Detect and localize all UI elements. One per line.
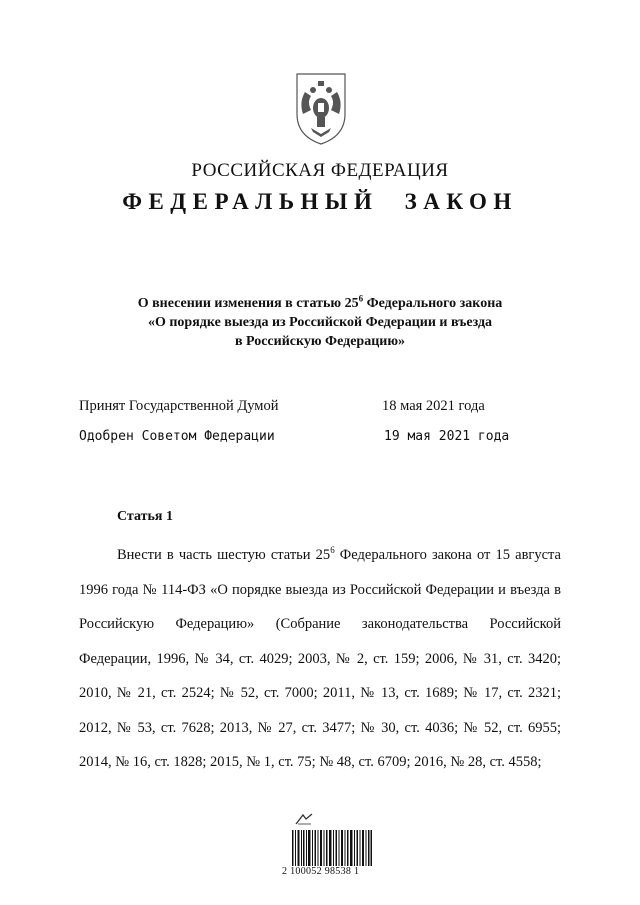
barcode-number: 2 100052 98538 1 bbox=[282, 866, 360, 877]
duma-adoption-label: Принят Государственной Думой bbox=[79, 398, 279, 414]
council-approval-label: Одобрен Советом Федерации bbox=[79, 429, 275, 444]
barcode-icon bbox=[292, 830, 372, 866]
printing-mark-icon bbox=[294, 812, 314, 826]
article-body: Внести в часть шестую статьи $25^6$ Федерального закона от 15 августа 1996 года № 114-ФЗ «О порядке выезда из Российской Федерации и въезда в Российскую Федерацию» (Собрание законодательства Российской Федерации, 1996, № 34, ст. 4029; 2003, № 2, ст. 159; 2006, № 31, ст. 3420; 2010, № 21, ст. 2524; № 52, ст. 7000; 2011, № 13, ст. 1689; № 17, ст. 2321; 2012, № 53, ст. 7628; 2013, № 27, ст. 3477; № 30, ст. 4036; № 52, ст. 6955; 2014, № 16, ст. 1828; 2015, № 1, ст. 75; № 48, ст. 6709; 2016, № 28, ст. 4558; bbox=[79, 545, 561, 770]
law-title-line2: «О порядке выезда из Российской Федерации и въезда bbox=[147, 314, 493, 330]
article-heading: Статья 1 bbox=[117, 509, 173, 524]
coat-of-arms-icon bbox=[289, 70, 353, 146]
law-type: ФЕДЕРАЛЬНЫЙ ЗАКОН bbox=[122, 189, 518, 214]
law-title bbox=[110, 289, 530, 351]
duma-adoption-date: 18 мая 2021 года bbox=[382, 398, 485, 414]
law-title-line1: О внесении изменения в статью $25^6$ Федерального закона bbox=[137, 293, 503, 311]
law-title-line3: в Российскую Федерацию» bbox=[234, 333, 406, 349]
country-name: РОССИЙСКАЯ ФЕДЕРАЦИЯ bbox=[191, 160, 449, 181]
council-approval-date: 19 мая 2021 года bbox=[384, 429, 510, 444]
